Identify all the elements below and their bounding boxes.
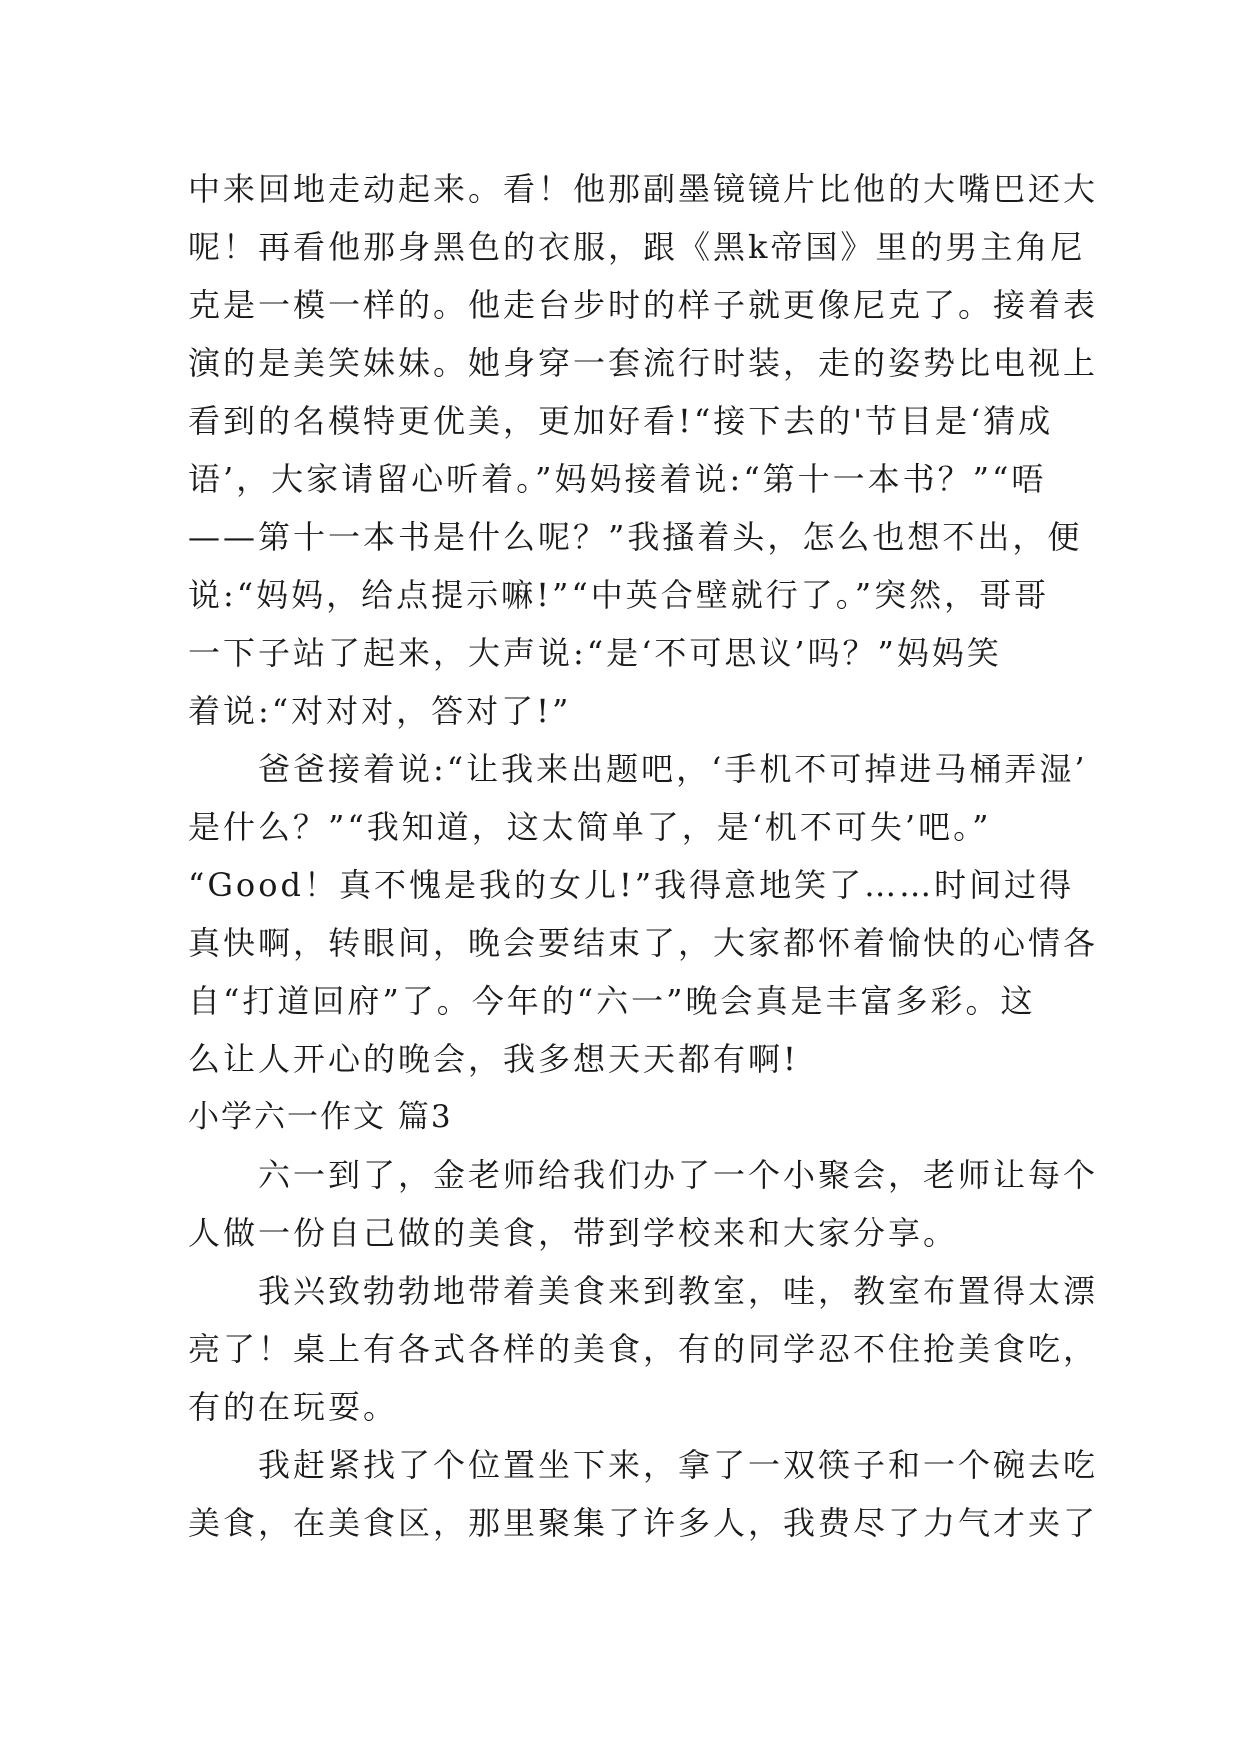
text-line: 么让人开心的晚会，我多想天天都有啊! [188,1040,799,1078]
text-line: 爸爸接着说:“让我来出题吧，‘手机不可掉进马桶弄湿’ [258,750,1088,788]
paragraph [188,1146,1099,1262]
text-line: 我兴致勃勃地带着美食来到教室，哇，教室布置得太漂 [258,1272,1099,1310]
paragraph [188,1436,1099,1552]
paragraph [188,740,1099,1088]
text-line: 呢！再看他那身黑色的衣服，跟《黑k帝国》里的男主角尼 [188,228,1086,266]
text-line: 克是一模一样的。他走台步时的样子就更像尼克了。接着表 [188,286,1099,324]
text-line: 亮了！桌上有各式各样的美食，有的同学忍不住抢美食吃， [188,1330,1099,1368]
text-line: 真快啊，转眼间，晚会要结束了，大家都怀着愉快的心情各 [188,924,1099,962]
text-line: 美食，在美食区，那里聚集了许多人，我费尽了力气才夹了 [188,1504,1099,1542]
text-line: 有的在玩耍。 [188,1388,399,1426]
text-line: ——第十一本书是什么呢？”我搔着头，怎么也想不出，便 [188,518,1083,556]
text-line: 自“打道回府”了。今年的“六一”晚会真是丰富多彩。这 [188,982,1036,1020]
paragraph [188,1262,1099,1436]
text-line: 中来回地走动起来。看！他那副墨镜镜片比他的大嘴巴还大 [188,170,1099,208]
section-heading: 小学六一作文 篇3 [188,1099,453,1135]
text-line: 人做一份自己做的美食，带到学校来和大家分享。 [188,1214,959,1252]
paragraph [188,160,1099,740]
text-line: “Good！真不愧是我的女儿!”我得意地笑了……时间过得 [188,866,1075,904]
text-line: 我赶紧找了个位置坐下来，拿了一双筷子和一个碗去吃 [258,1446,1099,1484]
text-line: 着说:“对对对，答对了!” [188,692,572,730]
text-line: 语’，大家请留心听着。”妈妈接着说:“第十一本书？”“唔 [188,460,1047,498]
article-body [188,160,1099,1552]
text-line: 六一到了，金老师给我们办了一个小聚会，老师让每个 [258,1156,1099,1194]
text-line: 说:“妈妈，给点提示嘛!”“中英合壁就行了。”突然，哥哥 [188,576,1050,614]
text-line: 是什么？”“我知道，这太简单了，是‘机不可失’吧。” [188,808,992,846]
text-line: 一下子站了起来，大声说:“是‘不可思议’吗？”妈妈笑 [188,634,1002,672]
text-line: 看到的名模特更优美，更加好看!“接下去的'节目是‘猜成 [188,402,1054,440]
text-line: 演的是美笑妹妹。她身穿一套流行时装，走的姿势比电视上 [188,344,1099,382]
